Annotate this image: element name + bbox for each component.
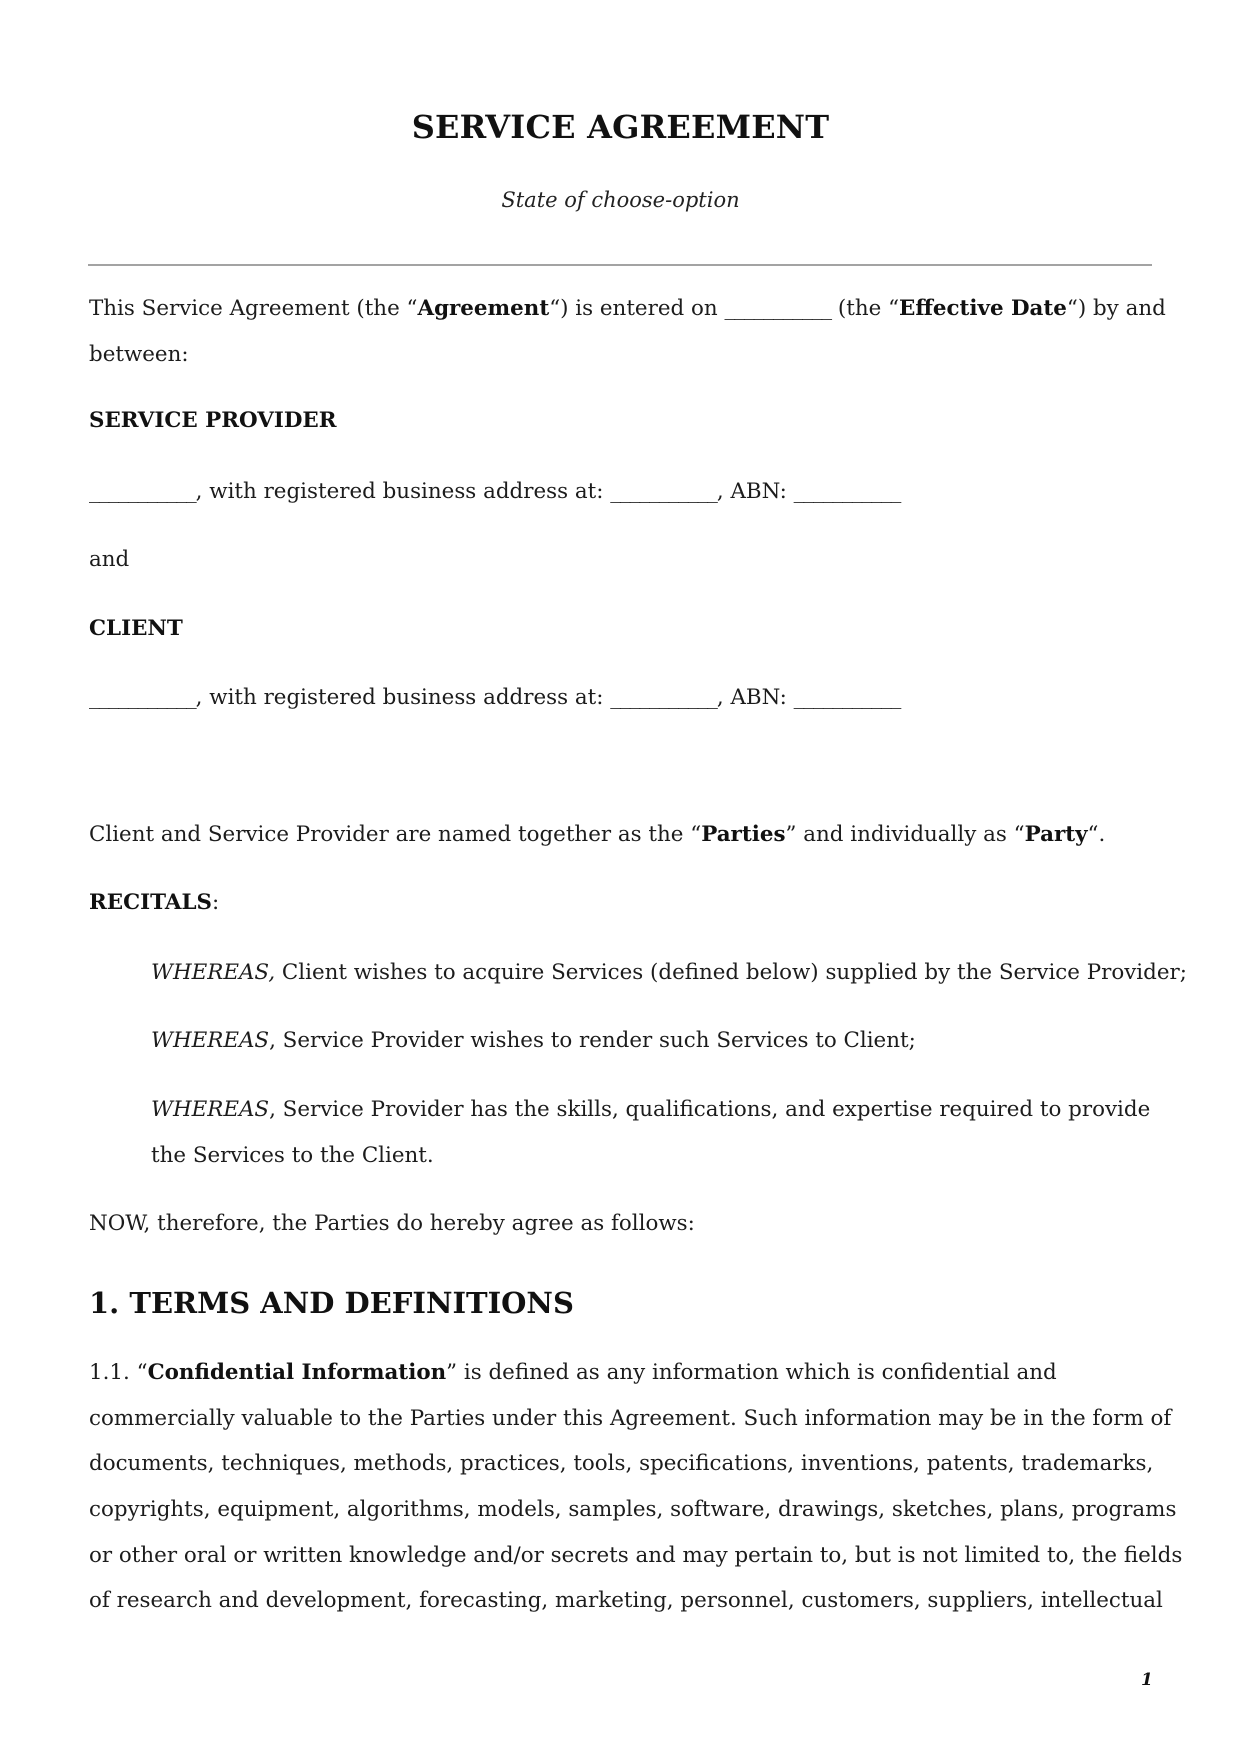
client-abn-blank[interactable]: ___________ [793,685,901,710]
intro-text-1: This Service Agreement (the “ [89,296,418,321]
recital-item-2 [151,1018,1156,1064]
provider-name-blank[interactable]: ___________ [89,479,196,504]
service-provider-details [89,469,1153,515]
clause-line: or other oral or written knowledge and/or secrets and may pertain to, but is not limited to, the fields [89,1543,1183,1568]
client-address-label: , with registered business address at: [195,685,611,710]
client-abn-label: , ABN: [716,685,794,710]
recital-lead: WHEREAS [151,1028,270,1053]
effective-date-term: Effective Date [899,296,1067,321]
provider-abn-blank[interactable]: ___________ [793,479,901,504]
intro-text-4: “) by and [1066,296,1166,321]
conjunction-and: and [89,547,130,572]
recital-item-3 [151,1087,1156,1179]
confidential-information-term: Confidential Information [147,1360,447,1385]
recital-item-1 [151,950,1187,996]
page-number: 1 [1141,1670,1153,1690]
agreement-term: Agreement [417,296,550,321]
horizontal-divider [88,264,1152,266]
provider-address-label: , with registered business address at: [195,479,611,504]
intro-text-2: “) is entered on [549,296,725,321]
document-subtitle: State of choose-option [501,188,740,212]
clause-lead-rest: ” is defined as any information which is confidential and [446,1360,1057,1385]
parties-term: Parties [701,822,786,847]
recital-lead: WHEREAS, [151,960,276,985]
service-provider-heading: SERVICE PROVIDER [89,408,337,433]
recital-text: , Service Provider wishes to render such Services to Client; [269,1028,916,1053]
parties-text-1: Client and Service Provider are named together as the “ [89,822,702,847]
client-address-blank[interactable]: ___________ [610,685,717,710]
recitals-heading-text: RECITALS [89,890,212,915]
parties-sentence [89,812,1153,858]
clause-line: documents, techniques, methods, practices, tools, specifications, inventions, patents, trademarks, [89,1451,1154,1476]
parties-text-2: ” and individually as “ [785,822,1025,847]
client-name-blank[interactable]: ___________ [89,685,196,710]
effective-date-blank[interactable]: ___________ [724,296,832,321]
recitals-colon: : [211,890,220,915]
clause-line: commercially valuable to the Parties under this Agreement. Such information may be in the form of [89,1406,1172,1431]
recital-text: Client wishes to acquire Services (defined below) supplied by the Service Provider; [275,960,1187,985]
intro-text-line2: between: [89,342,189,367]
clause-number: 1.1. “ [89,1360,148,1385]
document-title: SERVICE AGREEMENT [411,108,830,146]
recital-text: , Service Provider has the skills, qualifications, and expertise required to provide [269,1097,1151,1122]
intro-text-3: (the “ [831,296,900,321]
client-heading: CLIENT [89,616,183,641]
recitals-heading [89,880,1153,926]
provider-abn-label: , ABN: [716,479,794,504]
clause-line: of research and development, forecasting, marketing, personnel, customers, suppliers, intellectual [89,1588,1163,1613]
clause-1-1-lead [89,1350,1057,1396]
recital-lead: WHEREAS [151,1097,270,1122]
client-details [89,675,1153,721]
parties-text-3: “. [1087,822,1106,847]
intro-paragraph [89,286,1166,378]
now-therefore-text: NOW, therefore, the Parties do hereby agree as follows: [89,1211,695,1236]
clause-line: copyrights, equipment, algorithms, models, samples, software, drawings, sketches, plans, programs [89,1497,1177,1522]
recital-continuation: the Services to the Client. [151,1143,434,1168]
party-term: Party [1024,822,1088,847]
provider-address-blank[interactable]: ___________ [610,479,717,504]
section-1-heading: 1. TERMS AND DEFINITIONS [89,1286,574,1320]
